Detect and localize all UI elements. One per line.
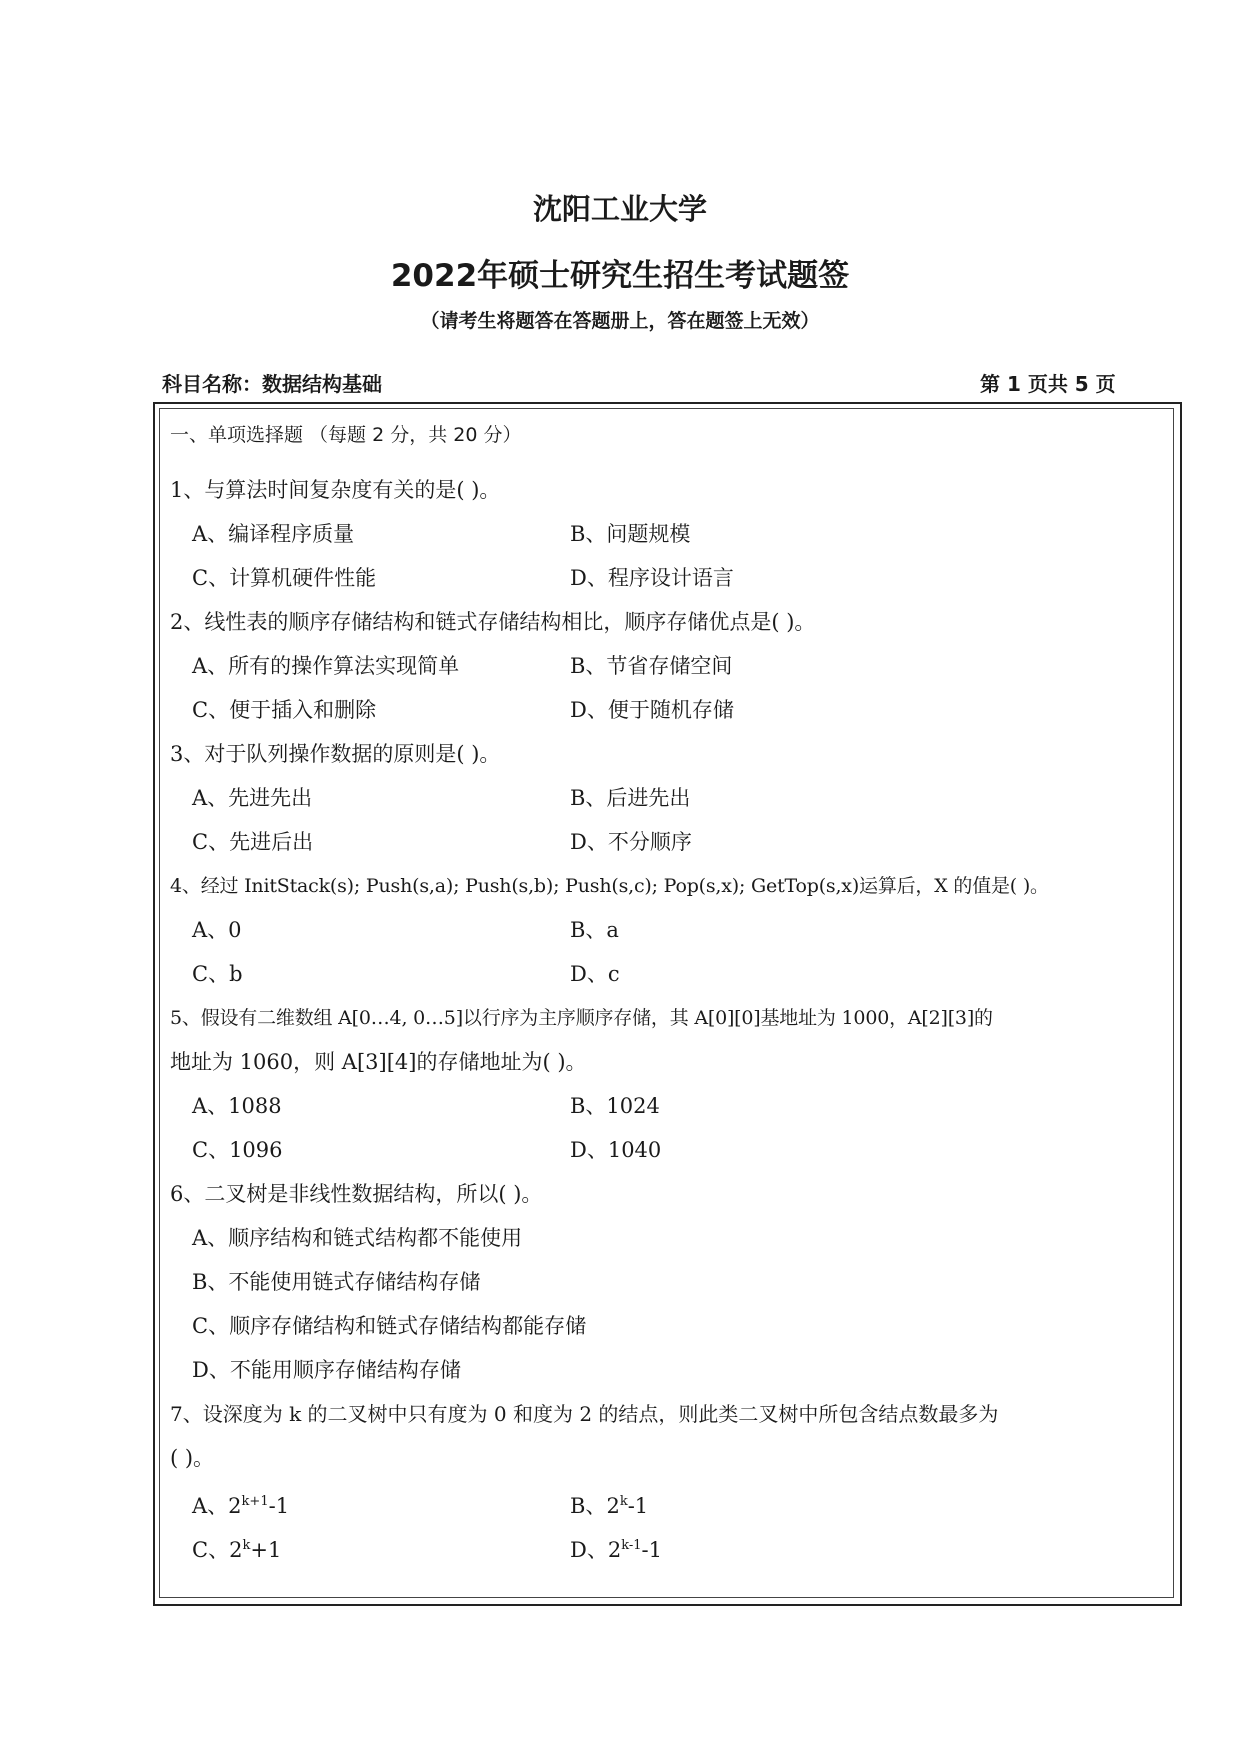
q3-option-a: A、先进先出 (192, 786, 313, 810)
q1-option-c: C、计算机硬件性能 (192, 566, 377, 590)
power-base: 2 (607, 1538, 622, 1562)
question-4-stem: 4、经过 InitStack(s); Push(s,a); Push(s,b); Push(s,c); Pop(s,x); GetTop(s,x)运算后，X 的值是( )。 (170, 875, 1049, 897)
q6-option-b: B、不能使用链式存储结构存储 (192, 1270, 481, 1294)
power-exponent: k (242, 1538, 251, 1553)
subject-name: 科目名称：数据结构基础 (162, 372, 382, 396)
q7-option-b (570, 1490, 648, 1518)
q4-option-b: B、a (570, 918, 619, 942)
q2-option-b: B、节省存储空间 (570, 654, 733, 678)
question-7-stem: 7、设深度为 k 的二叉树中只有度为 0 和度为 2 的结点，则此类二叉树中所包含结点数最多为 (170, 1402, 999, 1426)
q3-option-c: C、先进后出 (192, 830, 314, 854)
power-exponent: k+1 (241, 1494, 269, 1509)
q5-option-b: B、1024 (570, 1094, 660, 1118)
question-5-stem: 5、假设有二维数组 A[0…4, 0…5]以行序为主序顺序存储，其 A[0][0]基地址为 1000，A[2][3]的 (170, 1007, 993, 1029)
power-base: 2 (228, 1494, 242, 1518)
section-title: 一、单项选择题 （每题 2 分，共 20 分） (170, 424, 522, 446)
option-label: D、 (570, 1538, 608, 1562)
q6-option-c: C、顺序存储结构和链式存储结构都能存储 (192, 1314, 587, 1338)
power-tail: -1 (627, 1494, 649, 1518)
question-3-stem: 3、对于队列操作数据的原则是( )。 (170, 742, 501, 766)
question-6-stem: 6、二叉树是非线性数据结构，所以( )。 (170, 1182, 543, 1206)
q7-option-c (192, 1534, 281, 1562)
q2-option-c: C、便于插入和删除 (192, 698, 377, 722)
school-name: 沈阳工业大学 (532, 192, 707, 226)
q7-option-a (192, 1490, 289, 1518)
q5-option-c: C、1096 (192, 1138, 283, 1162)
q1-option-b: B、问题规模 (570, 522, 691, 546)
power-base: 2 (229, 1538, 243, 1562)
q4-option-a: A、0 (192, 918, 242, 942)
page-number: 第 1 页共 5 页 (980, 372, 1116, 396)
power-base: 2 (606, 1494, 620, 1518)
q4-option-d: D、c (570, 962, 620, 986)
q1-option-a: A、编译程序质量 (192, 522, 355, 546)
q6-option-a: A、顺序结构和链式结构都不能使用 (192, 1226, 523, 1250)
question-2-stem: 2、线性表的顺序存储结构和链式存储结构相比，顺序存储优点是( )。 (170, 610, 816, 634)
power-tail: +1 (250, 1538, 282, 1562)
power-exponent: k (619, 1494, 628, 1509)
q5-option-d: D、1040 (570, 1138, 662, 1162)
power-tail: -1 (268, 1494, 290, 1518)
exam-title: 2022年硕士研究生招生考试题签 (390, 258, 850, 294)
exam-notice: （请考生将题答在答题册上，答在题签上无效） (420, 310, 820, 332)
q3-option-b: B、后进先出 (570, 786, 691, 810)
option-label: C、 (192, 1538, 230, 1562)
q2-option-a: A、所有的操作算法实现简单 (192, 654, 460, 678)
option-label: A、 (192, 1494, 229, 1518)
question-1-stem: 1、与算法时间复杂度有关的是( )。 (170, 478, 501, 502)
question-5-stem-cont: 地址为 1060，则 A[3][4]的存储地址为( )。 (170, 1050, 587, 1074)
q3-option-d: D、不分顺序 (570, 830, 692, 854)
power-exponent: k-1 (621, 1538, 642, 1553)
power-tail: -1 (641, 1538, 662, 1562)
q7-option-d (570, 1534, 662, 1562)
q6-option-d: D、不能用顺序存储结构存储 (192, 1358, 461, 1382)
option-label: B、 (570, 1494, 607, 1518)
q4-option-c: C、b (192, 962, 243, 986)
question-7-stem-cont: ( )。 (170, 1446, 215, 1470)
q1-option-d: D、程序设计语言 (570, 566, 734, 590)
q2-option-d: D、便于随机存储 (570, 698, 734, 722)
q5-option-a: A、1088 (192, 1094, 282, 1118)
